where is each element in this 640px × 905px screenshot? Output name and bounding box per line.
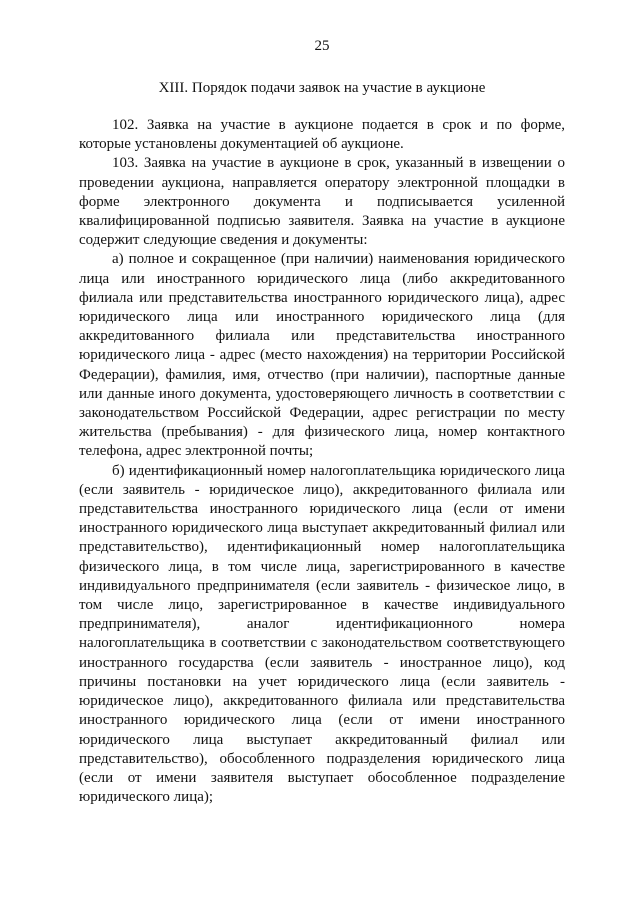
page-number: 25 [314,38,330,54]
paragraph-103: 103. Заявка на участие в аукционе в срок, указанный в извещении о проведении аукциона, направляется оператору электронной площадки в форме электронного документа и подписывается усиленной квалифицированной подписью заявителя. Заявка на участие в аукционе содержит следующие сведения и документы: [79,155,565,249]
paragraph-item-b: б) идентификационный номер налогоплательщика юридического лица (если заявитель - юридическое лицо), аккредитованного филиала или представительства иностранного юридического лица (если от имени иностранного юридического лица выступает аккредитованный филиал или представительство), идентификационный номер налогоплательщика физического лица, в том числе лица, зарегистрированного в качестве индивидуального предпринимателя (если заявитель - физическое лицо, в том числе лицо, зарегистрированное в качестве индивидуального предпринимателя), аналог идентификационного номера налогоплательщика в соответствии с законодательством соответствующего иностранного государства (если заявитель - иностранное лицо), код причины постановки на учет юридического лица (если заявитель - юридическое лицо), аккредитованного филиала или представительства иностранного юридического лица (если от имени иностранного юридического лица выступает аккредитованный филиал или представительство), обособленного подразделения юридического лица (если от имени заявителя выступает обособленное подразделение юридического лица); [79,462,565,806]
section-title: XIII. Порядок подачи заявок на участие в аукционе [158,80,486,96]
paragraph-item-a: а) полное и сокращенное (при наличии) наименования юридического лица или иностранного юридического лица (либо аккредитованного филиала или представительства иностранного юридического лица), адрес юридического лица или иностранного юридического лица (для аккредитованного филиала или представительства иностранного юридического лица - адрес (место нахождения) на территории Российской Федерации), фамилия, имя, отчество (при наличии), паспортные данные или данные иного документа, удостоверяющего личность в соответствии с законодательством Российской Федерации, адрес регистрации по месту жительства (пребывания) - для физического лица, номер контактного телефона, адрес электронной почты; [79,251,565,460]
paragraph-102: 102. Заявка на участие в аукционе подается в срок и по форме, которые установлены документацией об аукционе. [79,117,565,153]
document-page [79,36,565,807]
